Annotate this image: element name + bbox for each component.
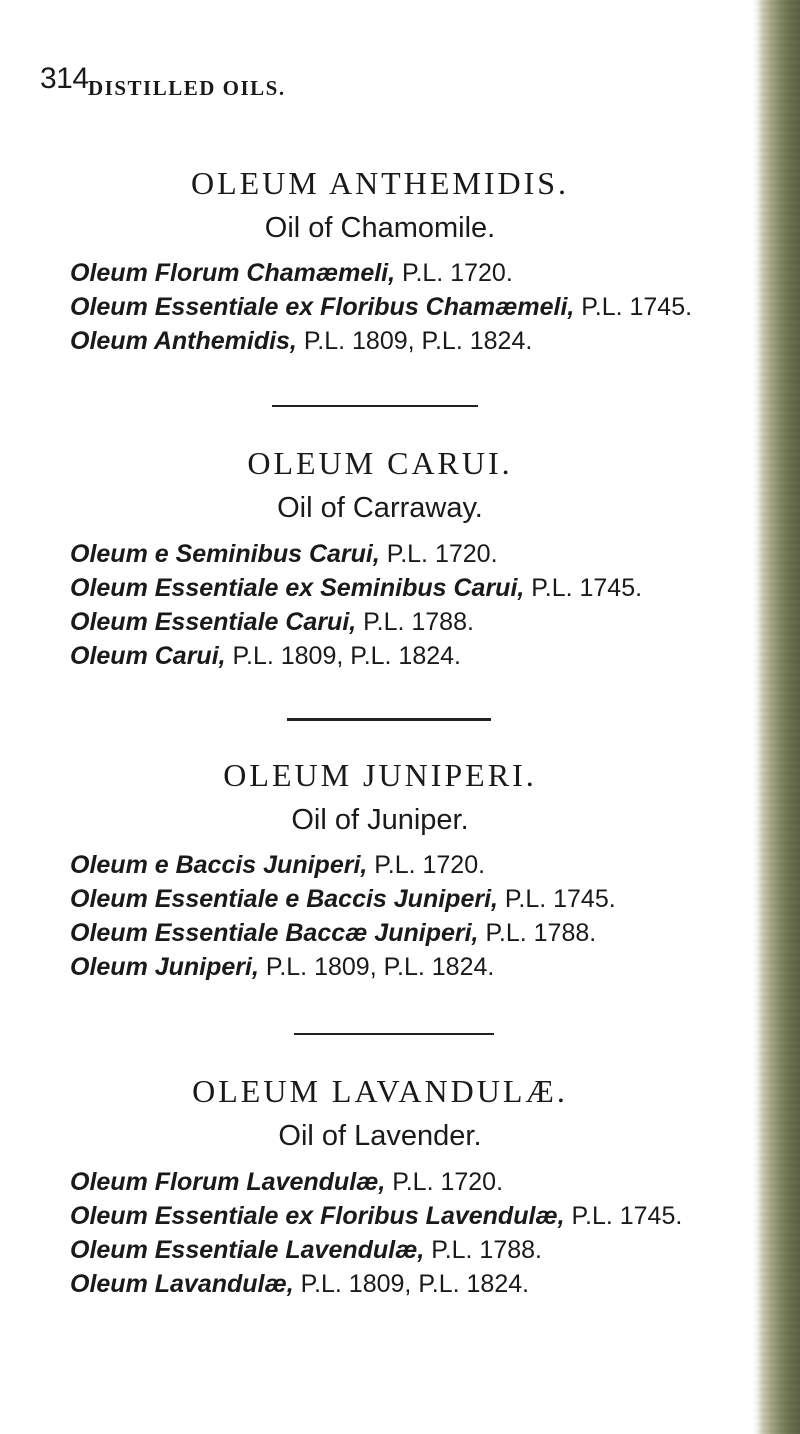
synonym-name: Oleum e Seminibus Carui, xyxy=(70,540,380,568)
synonym-ref: P.L. 1720. xyxy=(379,540,498,568)
synonym-ref: P.L. 1809, P.L. 1824. xyxy=(225,642,461,670)
entry-subtitle: Oil of Chamomile. xyxy=(264,212,496,244)
synonym-line xyxy=(70,1236,542,1265)
running-head xyxy=(40,62,760,102)
entry-title: OLEUM CARUI. xyxy=(247,445,513,481)
synonym-line xyxy=(70,642,461,671)
synonym-line xyxy=(70,1202,682,1231)
synonym-name: Oleum Essentiale Baccæ Juniperi, xyxy=(70,919,479,947)
synonym-name: Oleum Florum Chamæmeli, xyxy=(70,259,396,287)
synonym-name: Oleum Essentiale Carui, xyxy=(70,608,357,636)
synonym-line xyxy=(70,953,494,982)
synonym-line xyxy=(70,327,532,356)
synonym-name: Oleum Florum Lavendulæ, xyxy=(70,1168,386,1196)
synonym-ref: P.L. 1809, P.L. 1824. xyxy=(296,327,533,355)
synonym-ref: P.L. 1720. xyxy=(385,1168,504,1196)
synonym-line xyxy=(70,1168,503,1197)
section-divider xyxy=(294,1033,494,1035)
entry-title: OLEUM LAVANDULÆ. xyxy=(192,1073,568,1109)
synonym-ref: P.L. 1745. xyxy=(574,293,693,321)
synonym-name: Oleum Anthemidis, xyxy=(70,327,297,355)
synonym-name: Oleum Essentiale ex Seminibus Carui, xyxy=(70,574,525,602)
synonym-ref: P.L. 1788. xyxy=(356,608,474,636)
synonym-line xyxy=(70,1270,529,1299)
synonym-line xyxy=(70,540,498,569)
synonym-ref: P.L. 1809, P.L. 1824. xyxy=(293,1270,530,1298)
synonym-ref: P.L. 1720. xyxy=(367,851,486,879)
synonym-line xyxy=(70,259,513,288)
synonym-name: Oleum Carui, xyxy=(70,642,226,670)
entry-subtitle: Oil of Lavender. xyxy=(278,1120,482,1152)
entry-subtitle: Oil of Juniper. xyxy=(291,804,469,836)
entry-subtitle: Oil of Carraway. xyxy=(277,492,483,524)
synonym-line xyxy=(70,574,642,603)
synonym-name: Oleum Essentiale e Baccis Juniperi, xyxy=(70,885,498,913)
synonym-name: Oleum Essentiale ex Floribus Chamæmeli, xyxy=(70,293,575,321)
synonym-line xyxy=(70,919,596,948)
synonym-name: Oleum Lavandulæ, xyxy=(70,1270,294,1298)
entry-title: OLEUM ANTHEMIDIS. xyxy=(190,165,570,201)
synonym-name: Oleum Juniperi, xyxy=(70,953,259,981)
synonym-line xyxy=(70,293,692,322)
synonym-line xyxy=(70,608,474,637)
synonym-name: Oleum e Baccis Juniperi, xyxy=(70,851,368,879)
synonym-ref: P.L. 1745. xyxy=(564,1202,683,1230)
running-title: DISTILLED OILS. xyxy=(88,76,286,100)
synonym-ref: P.L. 1745. xyxy=(497,885,616,913)
page-edge-binding xyxy=(752,0,800,1434)
section-divider xyxy=(272,405,478,407)
synonym-ref: P.L. 1745. xyxy=(524,574,643,602)
synonym-line xyxy=(70,885,616,914)
synonym-name: Oleum Essentiale ex Floribus Lavendulæ, xyxy=(70,1202,565,1230)
synonym-ref: P.L. 1788. xyxy=(424,1236,542,1264)
synonym-ref: P.L. 1720. xyxy=(395,259,513,287)
synonym-ref: P.L. 1788. xyxy=(478,919,597,947)
synonym-name: Oleum Essentiale Lavendulæ, xyxy=(70,1236,425,1264)
synonym-line xyxy=(70,851,485,880)
entry-title: OLEUM JUNIPERI. xyxy=(223,757,537,793)
page-number: 314 xyxy=(40,62,89,95)
section-divider xyxy=(287,718,491,721)
synonym-ref: P.L. 1809, P.L. 1824. xyxy=(258,953,495,981)
